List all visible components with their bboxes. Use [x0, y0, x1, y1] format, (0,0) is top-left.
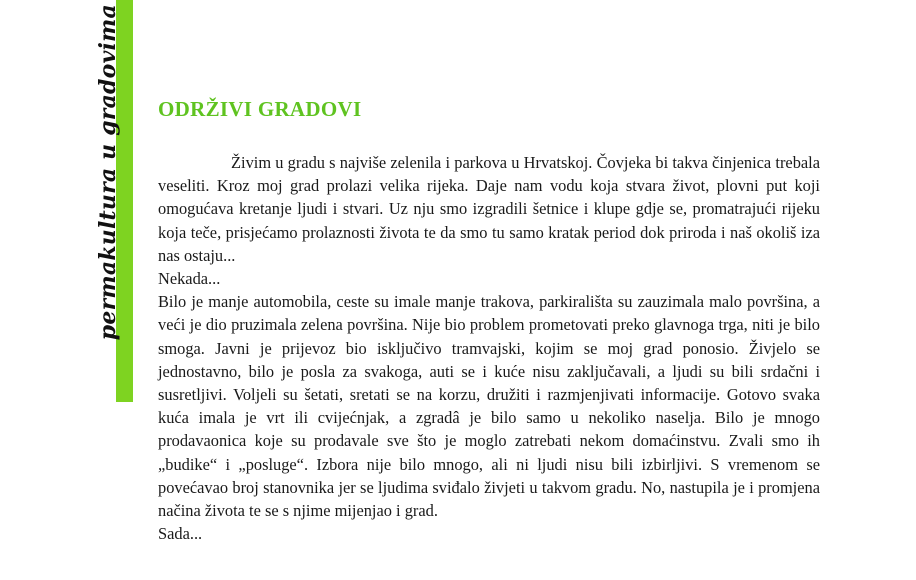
section-title: permakultura u gradovima [95, 4, 121, 341]
article-heading: ODRŽIVI GRADOVI [158, 97, 362, 121]
paragraph-past: Bilo je manje automobila, ceste su imale manje trakova, parkirališta su zauzimala malo površina, a veći je dio pruzimala zelena površina. Nije bio problem prometovati preko glavnoga trga, niti je bilo smoga. Javni je prijevoz bio isključivo tramvajski, kojim se moj grad ponosio. Živjelo se jednostavno, bilo je posla za svakoga, auti se i kuće nisu zaključavali, a ljudi su bili srdačni i susretljivi. Voljeli su šetati, sretati se na korzu, družiti i razmjenjivati informacije. Gotovo svaka kuća imala je vrt ili cvijećnjak, a zgradâ je bilo samo u nekoliko naselja. Bilo je mnogo prodavaonica koje su prodavale sve što je moglo zatrebati nekom domaćinstvu. Zvali smo ih „budike“ i „posluge“. Izbora nije bilo mnogo, ali ni ljudi nisu bili izbirljivi. S vremenom se povećavao broj stanovnika jer se ljudima sviđalo živjeti u takvom gradu. No, nastupila je i promjena načina života te se s njime mijenjao i grad. [158, 292, 820, 521]
article-body [158, 151, 820, 545]
paragraph-nekada: Nekada... [158, 269, 221, 289]
section-tab [0, 0, 133, 400]
paragraph-intro: Živim u gradu s najviše zelenila i parkova u Hrvatskoj. Čovjeka bi takva činjenica trebala veseliti. Kroz moj grad prolazi velika rijeka. Daje nam vodu koja stvara život, plovni put koji omogućava kretanje ljudi i stvari. Uz nju smo izgradili šetnice i klupe gdje se, promatrajući rijeku koja teče, prisjećamo prolaznosti života te da smo tu samo kratak period dok priroda i naš okoliš iza nas ostaju... [158, 153, 820, 265]
paragraph-sada: Sada... [158, 524, 203, 544]
article [158, 94, 820, 545]
